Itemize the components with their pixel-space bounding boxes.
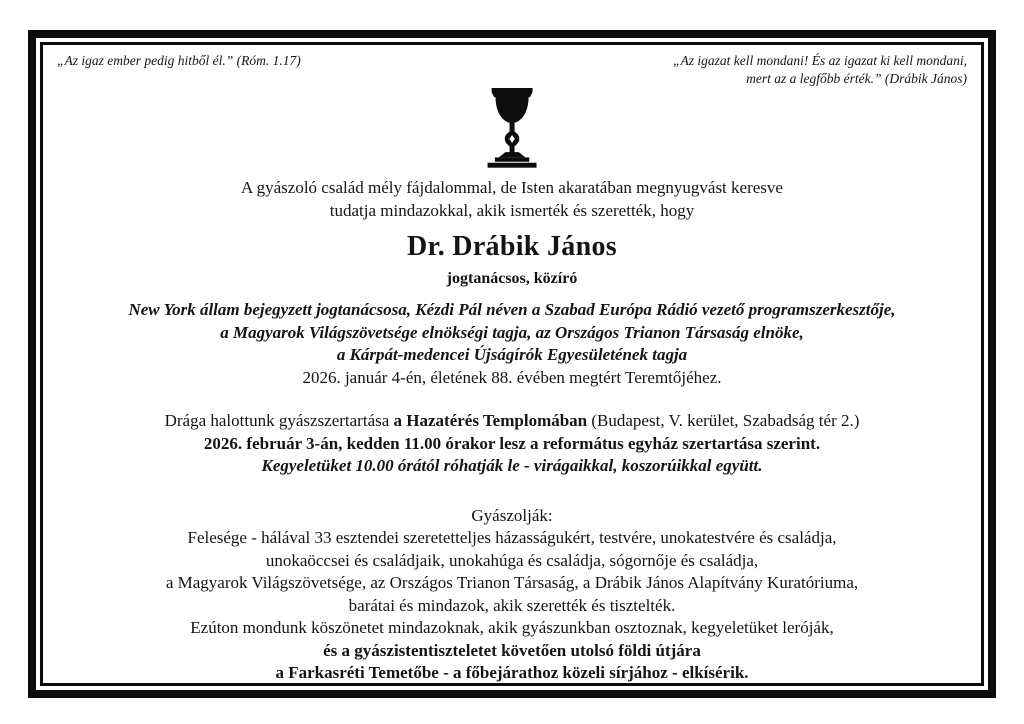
mourners-line6: és a gyászistentiszteletet követően utolsó földi útjára: [323, 640, 701, 660]
chalice-icon: [43, 88, 981, 172]
mourners-heading: Gyászolják:: [471, 505, 553, 525]
personal-quote-line2: mert az a legfőbb érték.” (Drábik János): [746, 71, 967, 87]
outer-frame: [28, 30, 996, 698]
announcement-line1: A gyászoló család mély fájdalommal, de Isten akaratában megnyugvást keresve: [241, 178, 783, 198]
mourners-line4: barátai és mindazok, akik szerették és tisztelték.: [348, 595, 676, 615]
announcement-line2: tudatja mindazokkal, akik ismerték és szerették, hogy: [329, 200, 695, 220]
announcement: [43, 177, 981, 222]
personal-quote-line1: „Az igazat kell mondani! És az igazat ki kell mondani,: [673, 53, 967, 68]
bio-line1: New York állam bejegyzett jogtanácsosa, Kézdi Pál néven a Szabad Európa Rádió vezető programszerkesztője,: [128, 300, 896, 320]
scripture-quote: „Az igaz ember pedig hitből él.” (Róm. 1.17): [57, 53, 301, 68]
death-date-line: 2026. január 4-én, életének 88. évében megtért Teremtőjéhez.: [302, 367, 722, 387]
mourners-line1: Felesége - hálával 33 esztendei szeretetteljes házasságukért, testvére, unokatestvére és családja,: [187, 528, 837, 548]
funeral-location-address: (Budapest, V. kerület, Szabadság tér 2.): [587, 411, 860, 431]
biography: [43, 299, 981, 389]
bio-line3: a Kárpát-medencei Újságírók Egyesületének tagja: [336, 345, 688, 365]
mourners-section: [43, 505, 981, 685]
bio-line2: a Magyarok Világszövetsége elnökségi tagja, az Országos Trianon Társaság elnöke,: [220, 322, 804, 342]
funeral-location-name: a Hazatérés Templomában: [393, 411, 588, 431]
funeral-location-line: [43, 410, 981, 433]
funeral-date-line: 2026. február 3-án, kedden 11.00 órakor lesz a református egyház szertartása szerint.: [203, 433, 821, 453]
personal-quote: [673, 52, 967, 88]
inner-frame: [40, 42, 984, 686]
mourners-line7: a Farkasréti Temetőbe - a főbejárathoz közeli sírjához - elkísérik.: [275, 663, 749, 683]
mourners-line2: unokaöccsei és családjaik, unokahúga és családja, sógornője és családja,: [265, 550, 759, 570]
obituary-card: [28, 30, 996, 698]
deceased-name: Dr. Drábik János: [407, 231, 617, 263]
mourners-line3: a Magyarok Világszövetsége, az Országos Trianon Társaság, a Drábik János Alapítvány Kuratóriuma,: [165, 573, 859, 593]
mourners-line5: Ezúton mondunk köszönetet mindazoknak, akik gyászunkban osztoznak, kegyeletüket leróják,: [190, 618, 834, 638]
funeral-details: [43, 410, 981, 478]
deceased-title: jogtanácsos, közíró: [446, 270, 578, 288]
quotes-row: [43, 45, 981, 88]
funeral-tribute-line: Kegyeletüket 10.00 órától róhatják le - virágaikkal, koszorúikkal együtt.: [261, 456, 763, 476]
funeral-location-pre: Drága halottunk gyászszertartása: [164, 411, 394, 431]
